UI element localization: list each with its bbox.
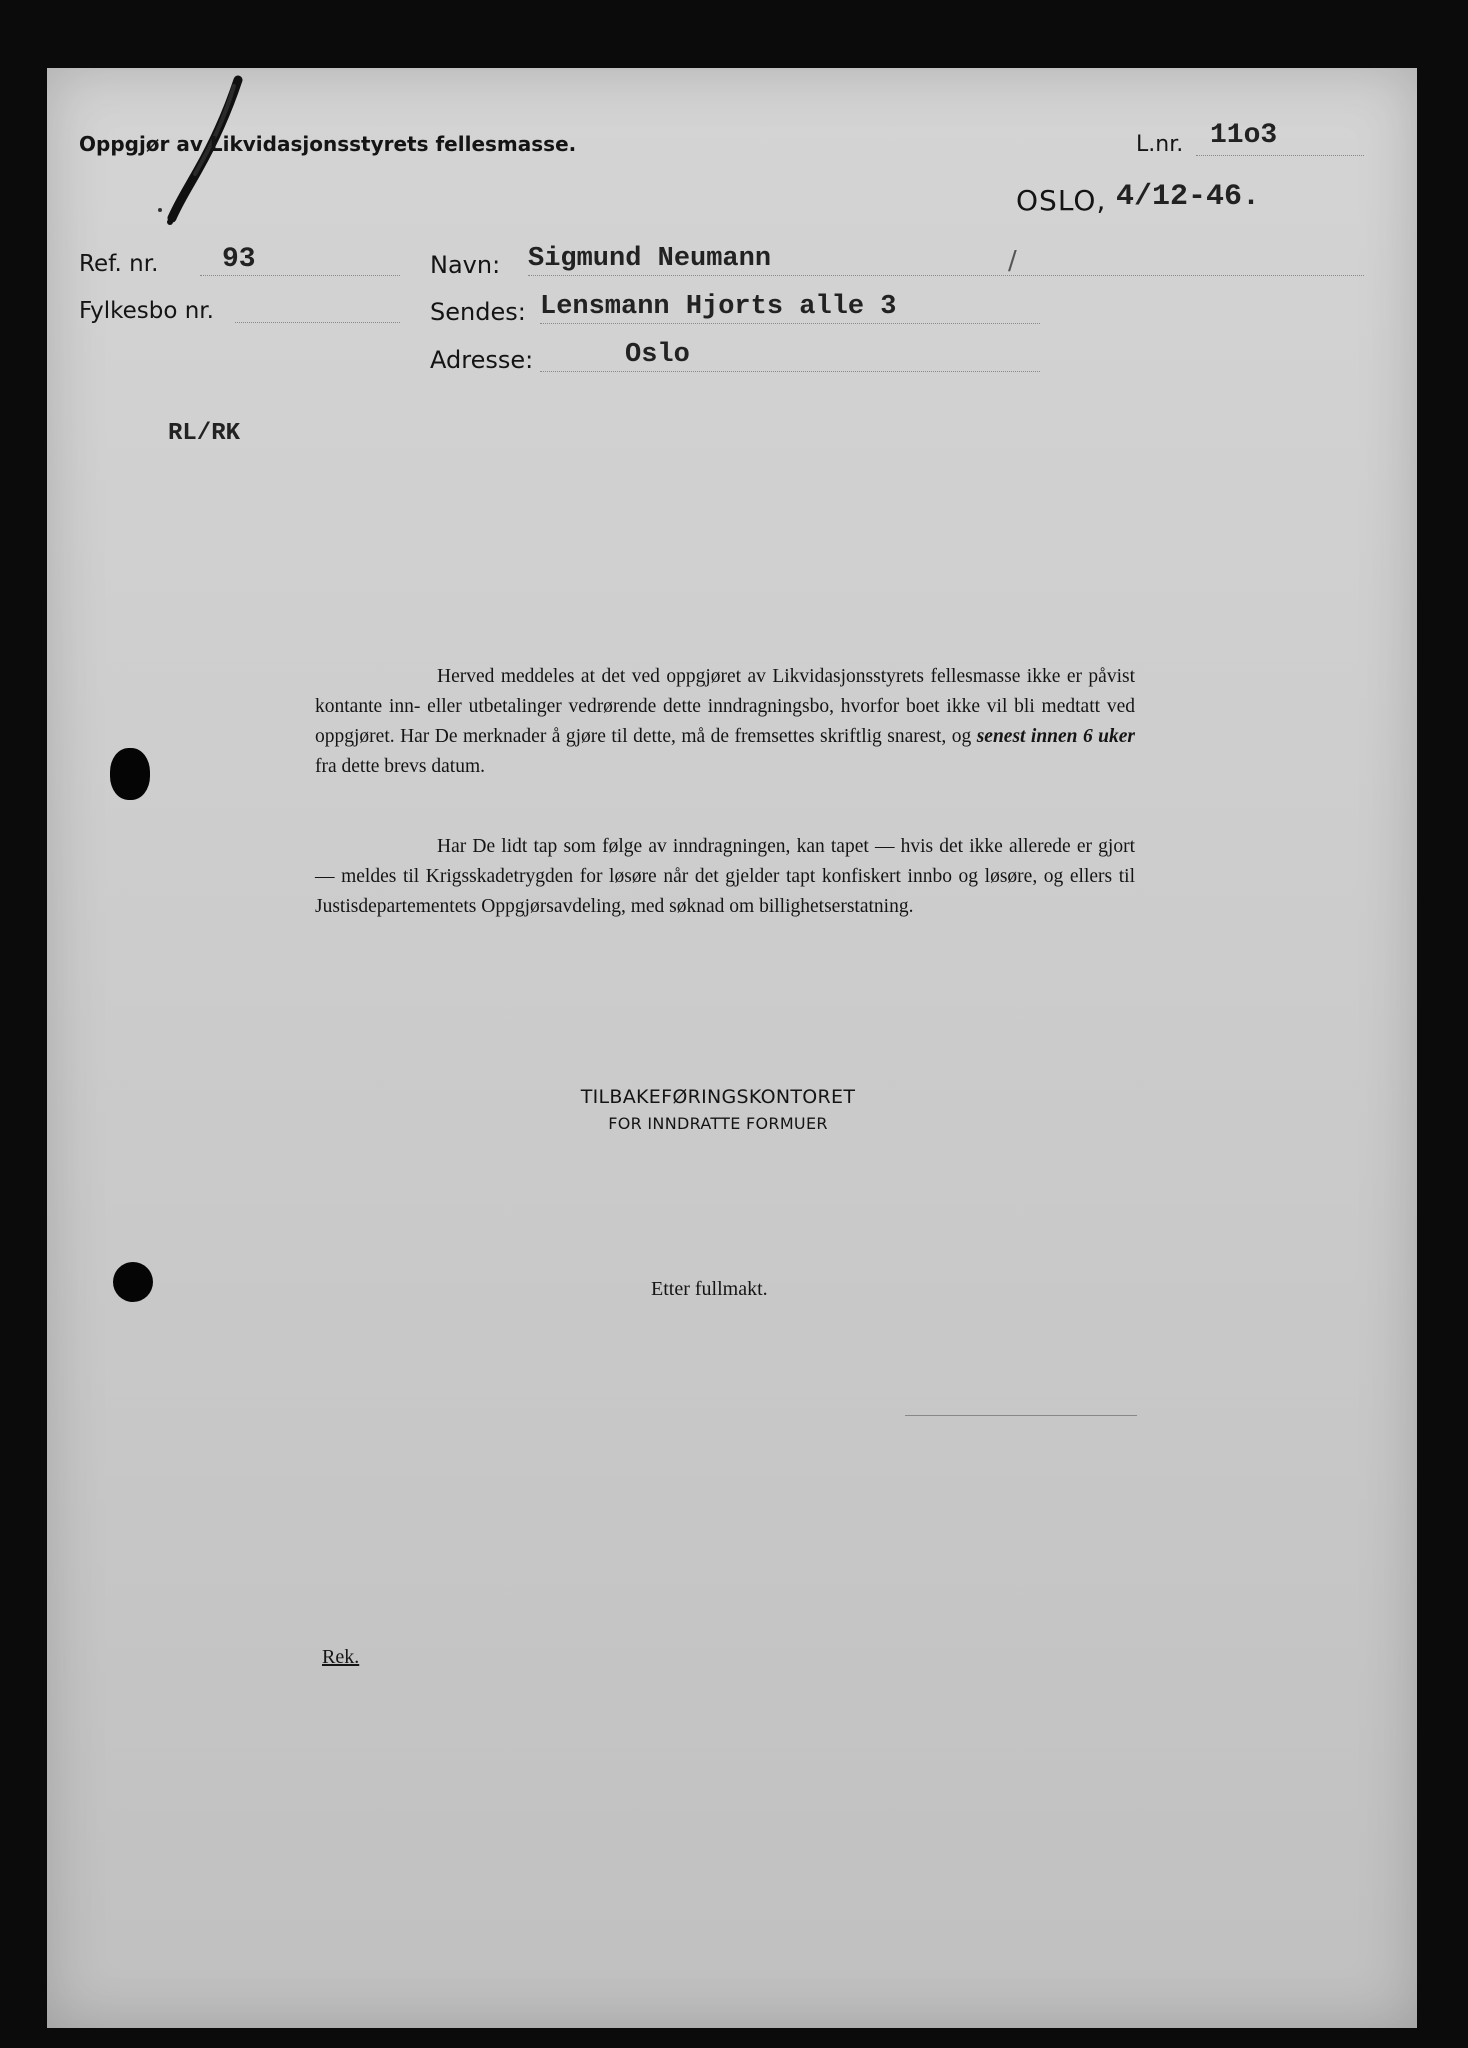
sendes-value: Lensmann Hjorts alle 3 [540, 292, 897, 322]
p1-end-text: fra dette brevs datum. [315, 756, 486, 777]
punch-hole-top [110, 748, 150, 800]
signature-phrase: Etter fullmakt. [651, 1278, 768, 1300]
p1-emphasis: senest innen 6 uker [976, 726, 1136, 747]
registered-mail-mark: Rek. [322, 1646, 360, 1668]
body-paragraph-2: Har De lidt tap som følge av inndragningen, kan tapet — hvis det ikke allerede er gjort — meldes til Krigsskadetrygden for løsøre når det gjelder tapt konfiskert innbo og løsøre, og ellers til Justisdepartementets Oppgjørsavdeling, med søknad om billighetserstatning. [315, 836, 1135, 917]
adresse-label: Adresse: [430, 346, 534, 374]
p1-main-text: Herved meddeles at det ved oppgjøret av Likvidasjonsstyrets fellesmasse ikke er påvist kontante inn- eller utbetalinger vedrørende dette inndragningsbo, hvorfor boet ikke vil bli medtatt ved oppgjøret. Har De merknader å gjøre til dette, må de fremsettes skriftlig snarest, og [315, 666, 1135, 747]
signature-line [905, 1415, 1137, 1416]
navn-value: Sigmund Neumann [528, 244, 772, 274]
sendes-dotline [540, 323, 1040, 324]
document-title: Oppgjør av Likvidasjonsstyrets fellesmasse. [79, 132, 577, 156]
ref-dotline [200, 275, 400, 276]
place-label: OSLO, [1016, 184, 1107, 217]
initials: RL/RK [168, 420, 241, 447]
lnr-value: 11o3 [1210, 120, 1278, 151]
document-page [47, 68, 1417, 2028]
navn-slash-mark: / [1008, 246, 1017, 276]
adresse-value: Oslo [625, 340, 690, 370]
sender-office-name: TILBAKEFØRINGSKONTORET [580, 1086, 856, 1108]
sender-office-subtitle: FOR INNDRATTE FORMUER [608, 1114, 828, 1133]
fylkesbo-nr-label: Fylkesbo nr. [79, 298, 214, 324]
ref-nr-value: 93 [222, 244, 256, 275]
punch-hole-bottom [113, 1262, 153, 1302]
letter-date: 4/12-46. [1116, 180, 1261, 214]
ref-nr-label: Ref. nr. [79, 251, 159, 277]
adresse-dotline [540, 371, 1040, 372]
navn-dotline [528, 275, 1364, 276]
navn-label: Navn: [430, 251, 501, 279]
body-paragraph-1 [315, 662, 1135, 782]
fylkesbo-dotline [235, 322, 400, 323]
sendes-label: Sendes: [430, 298, 526, 326]
lnr-label: L.nr. [1136, 132, 1184, 157]
lnr-dotline [1196, 155, 1364, 156]
